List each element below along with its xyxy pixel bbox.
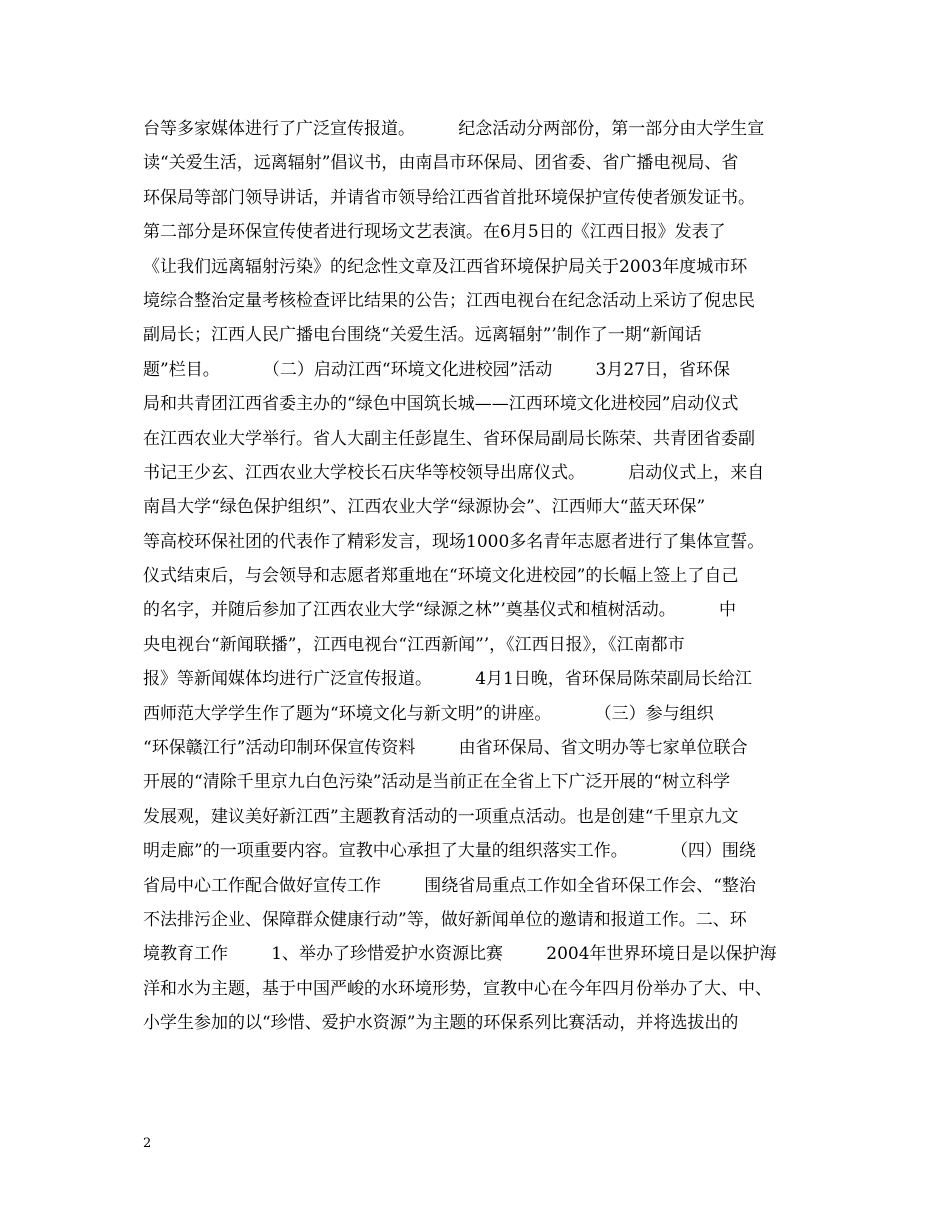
text-line: 境教育工作 1、举办了珍惜爱护水资源比赛 2004年世界环境日是以保护海 <box>143 944 777 965</box>
page-number: 2 <box>143 1136 152 1151</box>
text-line: 省局中心工作配合做好宣传工作 围绕省局重点工作如全省环保工作会、“整治 <box>143 875 756 896</box>
text-line: 境综合整治定量考核检查评比结果的公告；江西电视台在纪念活动上采访了倪忠民 <box>143 290 755 311</box>
text-line: 洋和水为主题，基于中国严峻的水环境形势，宣教中心在今年四月份举办了大、中、 <box>143 978 772 999</box>
text-line: 仪式结束后，与会领导和志愿者郑重地在“环境文化进校园”的长幅上签上了自己 <box>143 566 739 587</box>
text-line: 台等多家媒体进行了广泛宣传报道。 纪念活动分两部份，第一部分由大学生宣 <box>143 119 765 139</box>
text-line: 局和共青团江西省委主办的“绿色中国筑长城——江西环境文化进校园”启动仪式 <box>143 394 739 415</box>
text-line: 小学生参加的以“珍惜、爱护水资源”为主题的环保系列比赛活动，并将选拔出的 <box>143 1013 739 1034</box>
text-line: 在江西农业大学举行。省人大副主任彭崑生、省环保局副局长陈荣、共青团省委副 <box>143 428 755 449</box>
text-line: 题”栏目。 （二）启动江西“环境文化进校园”活动 3月27日，省环保 <box>143 359 730 380</box>
text-line: 明走廊”的一项重要内容。宣教中心承担了大量的组织落实工作。 （四）围绕 <box>143 841 756 862</box>
text-line: 南昌大学“绿色保护组织”、江西农业大学“绿源协会”、江西师大“蓝天环保” <box>143 497 706 518</box>
text-line: 副局长；江西人民广播电台围绕“关爱生活。远离辐射”’制作了一期“新闻话 <box>143 325 702 346</box>
text-line: 发展观，建议美好新江西”主题教育活动的一项重点活动。也是创建“千里京九文 <box>143 806 739 827</box>
text-line: 西师范大学学生作了题为“环境文化与新文明”的讲座。 （三）参与组织 <box>143 703 714 724</box>
body-text <box>143 112 823 1041</box>
text-line: 央电视台“新闻联播”，江西电视台“江西新闻”’，《江西日报》，《江南都市 <box>143 634 685 655</box>
text-line: 不法排污企业、保障群众健康行动”等，做好新闻单位的邀请和报道工作。二、环 <box>143 909 747 930</box>
text-line: 第二部分是环保宣传使者进行现场文艺表演。在6月5日的《江西日报》发表了 <box>143 222 726 243</box>
text-line: “环保赣江行”活动印制环保宣传资料 由省环保局、省文明办等七家单位联合 <box>143 738 748 759</box>
text-line: 《让我们远离辐射污染》的纪念性文章及江西省环境保护局关于2003年度城市环 <box>143 256 748 277</box>
text-line: 的名字，并随后参加了江西农业大学“绿源之林”’奠基仪式和植树活动。 中 <box>143 600 737 621</box>
text-line: 等高校环保社团的代表作了精彩发言，现场1000多名青年志愿者进行了集体宣誓。 <box>143 531 765 552</box>
text-line: 读“关爱生活，远离辐射”倡议书，由南昌市环保局、团省委、省广播电视局、省 <box>143 153 739 174</box>
text-line: 开展的“清除千里京九白色污染”活动是当前正在全省上下广泛开展的“树立科学 <box>143 772 731 793</box>
text-line: 书记王少玄、江西农业大学校长石庆华等校领导出席仪式。 启动仪式上，来自 <box>143 462 765 483</box>
text-line: 环保局等部门领导讲话，并请省市领导给江西省首批环境保护宣传使者颁发证书。 <box>143 187 755 208</box>
text-line: 报》等新闻媒体均进行广泛宣传报道。 4月1日晚，省环保局陈荣副局长给江 <box>143 669 752 690</box>
